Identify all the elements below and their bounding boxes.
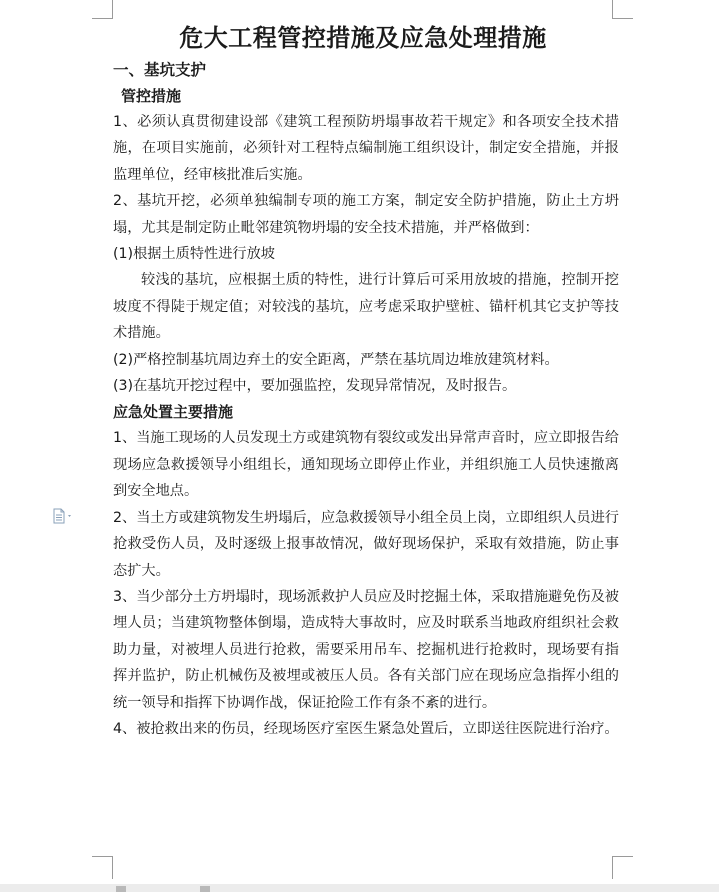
section-heading: 一、基坑支护 — [113, 61, 207, 79]
chevron-down-icon — [68, 515, 71, 517]
paragraph: 2、基坑开挖，必须单独编制专项的施工方案，制定安全防护措施，防止土方坍塌，尤其是制定防止毗邻建筑物坍塌的安全技术措施，并严格做到： — [113, 193, 619, 236]
page-corner-mark-bottom-right — [612, 856, 633, 879]
paragraph: 4、被抢救出来的伤员，经现场医疗室医生紧急处置后，立即送往医院进行治疗。 — [113, 720, 619, 737]
subsection-heading-control: 管控措施 — [121, 87, 182, 105]
paragraph: 较浅的基坑，应根据土质的特性，进行计算后可采用放坡的措施，控制开挖坡度不得陡于规定值；对较浅的基坑，应考虑采取护壁桩、锚杆机其它支护等技术措施。 — [113, 272, 619, 342]
page-corner-mark-top-right — [612, 0, 633, 19]
page-title: 危大工程管控措施及应急处理措施 — [179, 23, 547, 52]
paragraph: (1)根据土质特性进行放坡 — [113, 246, 275, 263]
paragraph: 2、当土方或建筑物发生坍塌后，应急救援领导小组全员上岗，立即组织人员进行抢救受伤人员，及时逐级上报事故情况，做好现场保护，采取有效措施，防止事态扩大。 — [113, 509, 619, 579]
paragraph: 3、当少部分土方坍塌时，现场派救护人员应及时挖掘土体，采取措施避免伤及被埋人员；当建筑物整体倒塌，造成特大事故时，应及时联系当地政府组织社会救助力量，对被埋人员进行抢救，需要采用吊车、挖掘机进行抢救时，现场要有指挥并监护，防止机械伤及被埋或被压人员。各有关部门应在现场应急指挥小组的统一领导和指挥下协调作战，保证抢险工作有条不紊的进行。 — [113, 588, 619, 711]
page-corner-mark-bottom-left — [92, 856, 113, 879]
paragraph: (3)在基坑开挖过程中，要加强监控，发现异常情况，及时报告。 — [113, 378, 517, 395]
subsection-heading-emergency: 应急处置主要措施 — [113, 403, 234, 422]
status-bar-marker — [200, 886, 210, 892]
page-corner-mark-top-left — [92, 0, 113, 19]
paragraph: 1、必须认真贯彻建设部《建筑工程预防坍塌事故若干规定》和各项安全技术措施，在项目实施前，必须针对工程特点编制施工组织设计，制定安全措施，并报监理单位，经审核批准后实施。 — [113, 114, 619, 183]
status-bar — [0, 884, 719, 892]
status-bar-marker — [116, 886, 126, 892]
document-page — [113, 18, 619, 742]
paragraph: 1、当施工现场的人员发现土方或建筑物有裂纹或发出异常声音时，应立即报告给现场应急救援领导小组组长，通知现场立即停止作业，并组织施工人员快速撤离到安全地点。 — [113, 430, 619, 500]
document-icon[interactable] — [52, 508, 76, 524]
paragraph: (2)严格控制基坑周边弃土的安全距离，严禁在基坑周边堆放建筑材料。 — [113, 351, 559, 368]
